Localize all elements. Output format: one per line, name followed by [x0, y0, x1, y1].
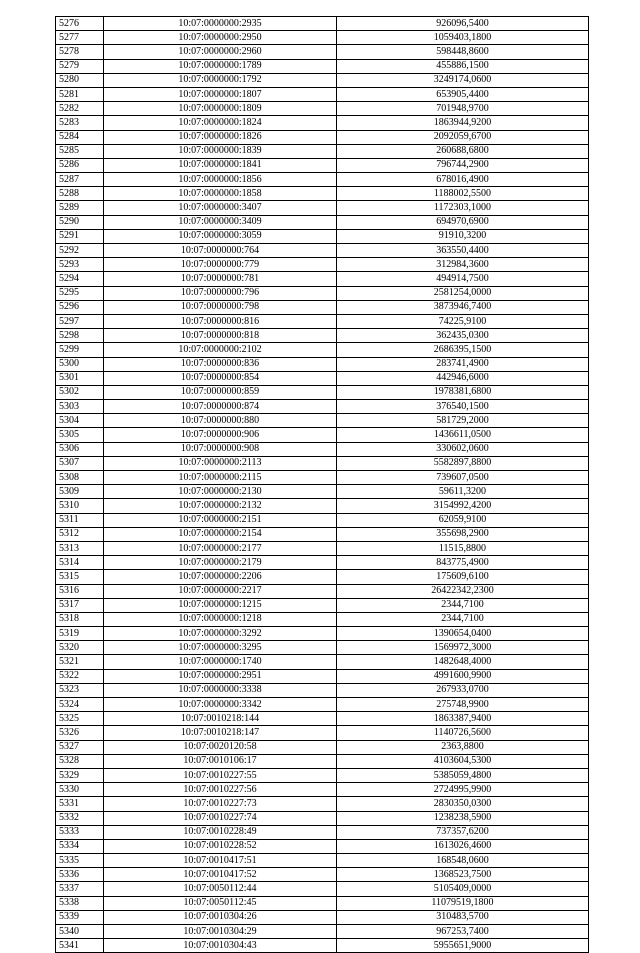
table-row: [56, 683, 589, 697]
cadastral-number-cell: 10:07:0000000:3409: [104, 215, 337, 229]
row-number-cell: 5334: [56, 839, 104, 853]
cadastral-number-cell: 10:07:0000000:3407: [104, 201, 337, 215]
value-cell: 442946,6000: [337, 371, 589, 385]
row-number-cell: 5336: [56, 868, 104, 882]
value-cell: 3873946,7400: [337, 300, 589, 314]
row-number-cell: 5280: [56, 73, 104, 87]
table-row: [56, 314, 589, 328]
cadastral-number-cell: 10:07:0010227:74: [104, 811, 337, 825]
cadastral-number-cell: 10:07:0000000:2217: [104, 584, 337, 598]
table-row: [56, 527, 589, 541]
cadastral-number-cell: 10:07:0000000:3295: [104, 641, 337, 655]
value-cell: 168548,0600: [337, 854, 589, 868]
table-row: [56, 258, 589, 272]
row-number-cell: 5315: [56, 570, 104, 584]
row-number-cell: 5276: [56, 17, 104, 31]
cadastral-number-cell: 10:07:0000000:1824: [104, 116, 337, 130]
value-cell: 5955651,9000: [337, 939, 589, 953]
table-row: [56, 456, 589, 470]
row-number-cell: 5329: [56, 768, 104, 782]
cadastral-number-cell: 10:07:0000000:2935: [104, 17, 337, 31]
row-number-cell: 5288: [56, 187, 104, 201]
value-cell: 1238238,5900: [337, 811, 589, 825]
value-cell: 1436611,0500: [337, 428, 589, 442]
table-row: [56, 584, 589, 598]
row-number-cell: 5309: [56, 485, 104, 499]
table-row: [56, 783, 589, 797]
value-cell: 2363,8800: [337, 740, 589, 754]
value-cell: 1390654,0400: [337, 627, 589, 641]
table-row: [56, 102, 589, 116]
cadastral-number-cell: 10:07:0010304:26: [104, 910, 337, 924]
cadastral-number-cell: 10:07:0000000:2132: [104, 499, 337, 513]
value-cell: 91910,3200: [337, 229, 589, 243]
value-cell: 1140726,5600: [337, 726, 589, 740]
cadastral-number-cell: 10:07:0010304:29: [104, 925, 337, 939]
row-number-cell: 5319: [56, 627, 104, 641]
table-row: [56, 17, 589, 31]
cadastral-number-cell: 10:07:0000000:1839: [104, 144, 337, 158]
row-number-cell: 5293: [56, 258, 104, 272]
value-cell: 1569972,3000: [337, 641, 589, 655]
row-number-cell: 5297: [56, 314, 104, 328]
table-row: [56, 541, 589, 555]
row-number-cell: 5339: [56, 910, 104, 924]
cadastral-number-cell: 10:07:0000000:1809: [104, 102, 337, 116]
cadastral-number-cell: 10:07:0000000:1215: [104, 598, 337, 612]
row-number-cell: 5291: [56, 229, 104, 243]
row-number-cell: 5296: [56, 300, 104, 314]
table-row: [56, 754, 589, 768]
table-row: [56, 910, 589, 924]
row-number-cell: 5322: [56, 669, 104, 683]
value-cell: 967253,7400: [337, 925, 589, 939]
cadastral-number-cell: 10:07:0000000:1792: [104, 73, 337, 87]
value-cell: 701948,9700: [337, 102, 589, 116]
row-number-cell: 5302: [56, 385, 104, 399]
table-row: [56, 300, 589, 314]
value-cell: 494914,7500: [337, 272, 589, 286]
table-row: [56, 371, 589, 385]
cadastral-number-cell: 10:07:0000000:836: [104, 357, 337, 371]
table-row: [56, 414, 589, 428]
value-cell: 1059403,1800: [337, 31, 589, 45]
value-cell: 363550,4400: [337, 244, 589, 258]
value-cell: 362435,0300: [337, 329, 589, 343]
cadastral-number-cell: 10:07:0000000:2151: [104, 513, 337, 527]
value-cell: 310483,5700: [337, 910, 589, 924]
row-number-cell: 5335: [56, 854, 104, 868]
row-number-cell: 5333: [56, 825, 104, 839]
value-cell: 11079519,1800: [337, 896, 589, 910]
value-cell: 2724995,9900: [337, 783, 589, 797]
table-row: [56, 215, 589, 229]
table-row: [56, 655, 589, 669]
cadastral-number-cell: 10:07:0000000:3059: [104, 229, 337, 243]
row-number-cell: 5308: [56, 471, 104, 485]
value-cell: 2344,7100: [337, 612, 589, 626]
table-row: [56, 556, 589, 570]
table-row: [56, 768, 589, 782]
value-cell: 2686395,1500: [337, 343, 589, 357]
table-row: [56, 59, 589, 73]
row-number-cell: 5317: [56, 598, 104, 612]
cadastral-number-cell: 10:07:0000000:764: [104, 244, 337, 258]
table-row: [56, 357, 589, 371]
value-cell: 739607,0500: [337, 471, 589, 485]
value-cell: 2581254,0000: [337, 286, 589, 300]
cadastral-number-cell: 10:07:0000000:3342: [104, 698, 337, 712]
table-row: [56, 343, 589, 357]
table-row: [56, 173, 589, 187]
row-number-cell: 5299: [56, 343, 104, 357]
cadastral-number-cell: 10:07:0000000:1841: [104, 158, 337, 172]
value-cell: 74225,9100: [337, 314, 589, 328]
value-cell: 2344,7100: [337, 598, 589, 612]
value-cell: 2092059,6700: [337, 130, 589, 144]
cadastral-number-cell: 10:07:0000000:2154: [104, 527, 337, 541]
table-row: [56, 499, 589, 513]
table-row: [56, 144, 589, 158]
value-cell: 1978381,6800: [337, 385, 589, 399]
table-row: [56, 244, 589, 258]
table-row: [56, 939, 589, 953]
cadastral-number-cell: 10:07:0000000:908: [104, 442, 337, 456]
table-row: [56, 627, 589, 641]
cadastral-number-cell: 10:07:0000000:1740: [104, 655, 337, 669]
row-number-cell: 5304: [56, 414, 104, 428]
row-number-cell: 5282: [56, 102, 104, 116]
table-row: [56, 641, 589, 655]
row-number-cell: 5303: [56, 400, 104, 414]
value-cell: 376540,1500: [337, 400, 589, 414]
table-row: [56, 130, 589, 144]
row-number-cell: 5292: [56, 244, 104, 258]
row-number-cell: 5285: [56, 144, 104, 158]
cadastral-number-cell: 10:07:0000000:1807: [104, 87, 337, 101]
table-row: [56, 811, 589, 825]
table-row: [56, 712, 589, 726]
row-number-cell: 5294: [56, 272, 104, 286]
row-number-cell: 5284: [56, 130, 104, 144]
cadastral-number-cell: 10:07:0010304:43: [104, 939, 337, 953]
value-cell: 1613026,4600: [337, 839, 589, 853]
row-number-cell: 5301: [56, 371, 104, 385]
row-number-cell: 5289: [56, 201, 104, 215]
cadastral-number-cell: 10:07:0000000:2950: [104, 31, 337, 45]
cadastral-number-cell: 10:07:0010417:52: [104, 868, 337, 882]
value-cell: 260688,6800: [337, 144, 589, 158]
cadastral-number-cell: 10:07:0000000:854: [104, 371, 337, 385]
value-cell: 1482648,4000: [337, 655, 589, 669]
value-cell: 581729,2000: [337, 414, 589, 428]
value-cell: 926096,5400: [337, 17, 589, 31]
row-number-cell: 5323: [56, 683, 104, 697]
table-row: [56, 442, 589, 456]
cadastral-number-cell: 10:07:0000000:2102: [104, 343, 337, 357]
value-cell: 3154992,4200: [337, 499, 589, 513]
table-row: [56, 896, 589, 910]
value-cell: 283741,4900: [337, 357, 589, 371]
table-row: [56, 329, 589, 343]
table-row: [56, 187, 589, 201]
value-cell: 4991600,9900: [337, 669, 589, 683]
cadastral-number-cell: 10:07:0010218:147: [104, 726, 337, 740]
cadastral-number-cell: 10:07:0010228:49: [104, 825, 337, 839]
value-cell: 267933,0700: [337, 683, 589, 697]
value-cell: 5385059,4800: [337, 768, 589, 782]
table-row: [56, 612, 589, 626]
table-row: [56, 272, 589, 286]
table-row: [56, 740, 589, 754]
table-row: [56, 854, 589, 868]
table-row: [56, 825, 589, 839]
value-cell: 175609,6100: [337, 570, 589, 584]
cadastral-number-cell: 10:07:0000000:1218: [104, 612, 337, 626]
cadastral-number-cell: 10:07:0000000:816: [104, 314, 337, 328]
cadastral-number-cell: 10:07:0000000:906: [104, 428, 337, 442]
table-row: [56, 116, 589, 130]
value-cell: 5105409,0000: [337, 882, 589, 896]
value-cell: 1368523,7500: [337, 868, 589, 882]
value-cell: 59611,3200: [337, 485, 589, 499]
row-number-cell: 5277: [56, 31, 104, 45]
table-row: [56, 286, 589, 300]
value-cell: 11515,8800: [337, 541, 589, 555]
row-number-cell: 5306: [56, 442, 104, 456]
cadastral-number-cell: 10:07:0010106:17: [104, 754, 337, 768]
value-cell: 653905,4400: [337, 87, 589, 101]
table-row: [56, 87, 589, 101]
cadastral-number-cell: 10:07:0020120:58: [104, 740, 337, 754]
cadastral-number-cell: 10:07:0000000:880: [104, 414, 337, 428]
cadastral-number-cell: 10:07:0000000:779: [104, 258, 337, 272]
value-cell: 312984,3600: [337, 258, 589, 272]
row-number-cell: 5279: [56, 59, 104, 73]
table-row: [56, 471, 589, 485]
table-row: [56, 726, 589, 740]
value-cell: 598448,8600: [337, 45, 589, 59]
cadastral-number-cell: 10:07:0000000:2206: [104, 570, 337, 584]
cadastral-number-cell: 10:07:0000000:1856: [104, 173, 337, 187]
row-number-cell: 5311: [56, 513, 104, 527]
table-row: [56, 428, 589, 442]
cadastral-number-cell: 10:07:0000000:1858: [104, 187, 337, 201]
cadastral-number-cell: 10:07:0000000:2130: [104, 485, 337, 499]
value-cell: 796744,2900: [337, 158, 589, 172]
row-number-cell: 5330: [56, 783, 104, 797]
table-row: [56, 45, 589, 59]
table-row: [56, 797, 589, 811]
row-number-cell: 5310: [56, 499, 104, 513]
row-number-cell: 5321: [56, 655, 104, 669]
table-row: [56, 400, 589, 414]
cadastral-number-cell: 10:07:0000000:2179: [104, 556, 337, 570]
row-number-cell: 5281: [56, 87, 104, 101]
row-number-cell: 5331: [56, 797, 104, 811]
value-cell: 4103604,5300: [337, 754, 589, 768]
value-cell: 737357,6200: [337, 825, 589, 839]
table-row: [56, 485, 589, 499]
cadastral-number-cell: 10:07:0000000:1826: [104, 130, 337, 144]
value-cell: 455886,1500: [337, 59, 589, 73]
row-number-cell: 5325: [56, 712, 104, 726]
value-cell: 330602,0600: [337, 442, 589, 456]
cadastral-number-cell: 10:07:0010218:144: [104, 712, 337, 726]
table-row: [56, 570, 589, 584]
row-number-cell: 5286: [56, 158, 104, 172]
cadastral-number-cell: 10:07:0000000:796: [104, 286, 337, 300]
table-row: [56, 839, 589, 853]
value-cell: 275748,9900: [337, 698, 589, 712]
cadastral-number-cell: 10:07:0000000:818: [104, 329, 337, 343]
table-row: [56, 669, 589, 683]
cadastral-number-cell: 10:07:0050112:44: [104, 882, 337, 896]
value-cell: 1188002,5500: [337, 187, 589, 201]
cadastral-number-cell: 10:07:0000000:2951: [104, 669, 337, 683]
row-number-cell: 5290: [56, 215, 104, 229]
table-row: [56, 158, 589, 172]
table-row: [56, 698, 589, 712]
table-row: [56, 229, 589, 243]
value-cell: 694970,6900: [337, 215, 589, 229]
row-number-cell: 5324: [56, 698, 104, 712]
table-body: [56, 17, 589, 953]
table-row: [56, 385, 589, 399]
row-number-cell: 5287: [56, 173, 104, 187]
value-cell: 3249174,0600: [337, 73, 589, 87]
value-cell: 678016,4900: [337, 173, 589, 187]
cadastral-number-cell: 10:07:0000000:798: [104, 300, 337, 314]
table-row: [56, 201, 589, 215]
row-number-cell: 5300: [56, 357, 104, 371]
table-row: [56, 925, 589, 939]
table-row: [56, 598, 589, 612]
cadastral-number-cell: 10:07:0000000:1789: [104, 59, 337, 73]
value-cell: 1863387,9400: [337, 712, 589, 726]
row-number-cell: 5337: [56, 882, 104, 896]
row-number-cell: 5341: [56, 939, 104, 953]
row-number-cell: 5326: [56, 726, 104, 740]
row-number-cell: 5332: [56, 811, 104, 825]
table-row: [56, 882, 589, 896]
row-number-cell: 5278: [56, 45, 104, 59]
cadastral-number-cell: 10:07:0000000:2960: [104, 45, 337, 59]
cadastral-number-cell: 10:07:0010227:55: [104, 768, 337, 782]
cadastral-number-cell: 10:07:0000000:781: [104, 272, 337, 286]
table-row: [56, 868, 589, 882]
row-number-cell: 5314: [56, 556, 104, 570]
cadastral-number-cell: 10:07:0000000:2115: [104, 471, 337, 485]
cadastral-number-cell: 10:07:0010227:56: [104, 783, 337, 797]
row-number-cell: 5313: [56, 541, 104, 555]
cadastral-number-cell: 10:07:0000000:2113: [104, 456, 337, 470]
cadastral-number-cell: 10:07:0050112:45: [104, 896, 337, 910]
row-number-cell: 5298: [56, 329, 104, 343]
cadastral-number-cell: 10:07:0010417:51: [104, 854, 337, 868]
cadastral-number-cell: 10:07:0000000:2177: [104, 541, 337, 555]
row-number-cell: 5305: [56, 428, 104, 442]
table-row: [56, 73, 589, 87]
row-number-cell: 5338: [56, 896, 104, 910]
row-number-cell: 5295: [56, 286, 104, 300]
table-row: [56, 31, 589, 45]
row-number-cell: 5316: [56, 584, 104, 598]
cadastral-number-cell: 10:07:0010228:52: [104, 839, 337, 853]
cadastral-number-cell: 10:07:0010227:73: [104, 797, 337, 811]
row-number-cell: 5312: [56, 527, 104, 541]
row-number-cell: 5318: [56, 612, 104, 626]
cadastral-number-cell: 10:07:0000000:859: [104, 385, 337, 399]
value-cell: 1172303,1000: [337, 201, 589, 215]
value-cell: 843775,4900: [337, 556, 589, 570]
cadastral-value-table: [55, 16, 589, 953]
row-number-cell: 5320: [56, 641, 104, 655]
cadastral-number-cell: 10:07:0000000:3338: [104, 683, 337, 697]
value-cell: 62059,9100: [337, 513, 589, 527]
row-number-cell: 5283: [56, 116, 104, 130]
table-row: [56, 513, 589, 527]
value-cell: 355698,2900: [337, 527, 589, 541]
row-number-cell: 5307: [56, 456, 104, 470]
value-cell: 2830350,0300: [337, 797, 589, 811]
value-cell: 26422342,2300: [337, 584, 589, 598]
row-number-cell: 5328: [56, 754, 104, 768]
value-cell: 1863944,9200: [337, 116, 589, 130]
cadastral-number-cell: 10:07:0000000:3292: [104, 627, 337, 641]
row-number-cell: 5327: [56, 740, 104, 754]
value-cell: 5582897,8800: [337, 456, 589, 470]
cadastral-number-cell: 10:07:0000000:874: [104, 400, 337, 414]
row-number-cell: 5340: [56, 925, 104, 939]
